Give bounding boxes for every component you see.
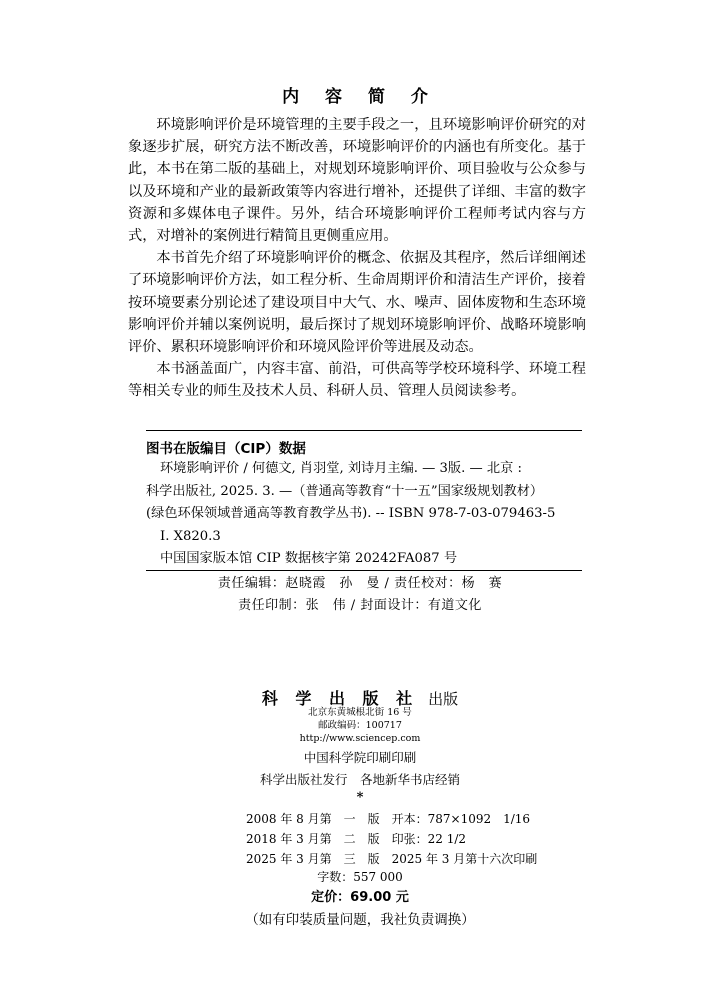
quality-note: （如有印装质量问题，我社负责调换）: [245, 912, 475, 928]
publisher-suffix: 出版: [428, 690, 459, 708]
word-count: 字数：557 000: [317, 870, 403, 884]
edition-line: 2008 年 8 月第 一 版 开本：787×1092 1/16: [246, 812, 531, 826]
price: 定价：69.00 元: [311, 890, 409, 905]
cip-line: 科学出版社, 2025. 3. —（普通高等教育“十一五”国家级规划教材）: [146, 483, 544, 499]
cip-heading: 图书在版编目（CIP）数据: [146, 441, 306, 457]
cip-line: Ⅰ. X820.3: [160, 528, 221, 544]
editors-line: 责任编辑：赵晓霞 孙 曼 / 责任校对：杨 赛: [217, 576, 503, 591]
cip-line: (绿色环保领域普通高等教育教学丛书). -- ISBN 978-7-03-079463-5: [146, 506, 556, 521]
printer-line: 中国科学院印刷印刷: [303, 750, 417, 765]
edition-line: 2025 年 3 月第 三 版 2025 年 3 月第十六次印刷: [246, 852, 538, 866]
intro-paragraph: 本书涵盖面广，内容丰富、前沿，可供高等学校环境科学、环境工程等相关专业的师生及技术人员、科研人员、管理人员阅读参考。: [128, 361, 586, 400]
publisher-postcode: 邮政编码：100717: [318, 720, 402, 731]
separator-star: *: [356, 790, 364, 805]
page-title: 内 容 简 介: [282, 87, 438, 107]
intro-paragraph: 环境影响评价是环境管理的主要手段之一，且环境影响评价研究的对象逐步扩展，研究方法不断改善，环境影响评价的内涵也有所变化。基于此，本书在第二版的基础上，对规划环境影响评价、项目验收与公众参与以及环境和产业的最新政策等内容进行增补，还提供了详细、丰富的数字资源和多媒体电子课件。另外，结合环境影响评价工程师考试内容与方式，对增补的案例进行精简且更侧重应用。: [128, 117, 586, 245]
introduction: [128, 114, 586, 403]
edition-line: 2018 年 3 月第 二 版 印张：22 1/2: [246, 832, 467, 846]
intro-paragraph: 本书首先介绍了环境影响评价的概念、依据及其程序，然后详细阐述了环境影响评价方法，如工程分析、生命周期评价和清洁生产评价，接着按环境要素分别论述了建设项目中大气、水、噪声、固体废物和生态环境影响评价并辅以案例说明，最后探讨了规划环境影响评价、战略环境影响评价、累积环境影响评价和环境风险评价等进展及动态。: [128, 250, 586, 356]
publisher-name: 科 学 出 版 社: [261, 689, 419, 708]
distribution-line: 科学出版社发行 各地新华书店经销: [259, 772, 460, 787]
publisher-url: http://www.sciencep.com: [299, 733, 421, 744]
cip-top-rule: [146, 430, 582, 431]
cip-block: [146, 458, 586, 571]
production-line: 责任印制：张 伟 / 封面设计：有道文化: [238, 598, 482, 613]
cip-line: 中国国家版本馆 CIP 数据核字第 20242FA087 号: [160, 551, 458, 566]
cip-bottom-rule: [146, 570, 582, 571]
publisher-address: 北京东黄城根北街 16 号: [308, 707, 412, 718]
cip-line: 环境影响评价 / 何德文, 肖羽堂, 刘诗月主编. — 3版. — 北京 :: [160, 461, 522, 476]
